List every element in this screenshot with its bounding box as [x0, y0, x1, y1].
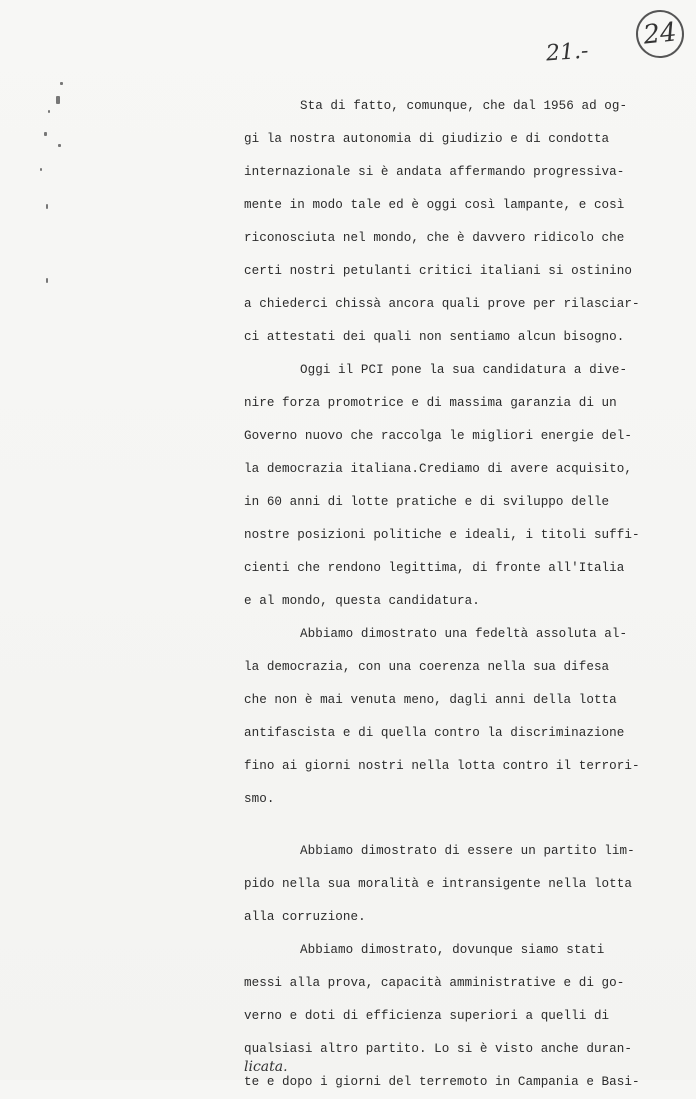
text-line: antifascista e di quella contro la discriminazione	[244, 726, 625, 740]
text-line: qualsiasi altro partito. Lo si è visto anche duran-	[244, 1042, 632, 1056]
text-line: la democrazia, con una coerenza nella sua difesa	[244, 660, 610, 674]
text-line: Abbiamo dimostrato, dovunque siamo stati	[300, 943, 605, 957]
text-line: Sta di fatto, comunque, che dal 1956 ad og-	[300, 99, 628, 113]
text-line: Governo nuovo che raccolga le migliori energie del-	[244, 429, 632, 443]
typewritten-text	[244, 90, 640, 1099]
text-line: riconosciuta nel mondo, che è davvero ridicolo che	[244, 231, 625, 245]
text-line: verno e doti di efficienza superiori a quelli di	[244, 1009, 610, 1023]
margin-speck	[58, 144, 61, 147]
margin-speck	[44, 132, 47, 136]
text-line: internazionale si è andata affermando progressiva-	[244, 165, 625, 179]
text-line: a chiederci chissà ancora quali prove per rilasciar-	[244, 297, 640, 311]
margin-speck	[46, 204, 48, 209]
text-line: Oggi il PCI pone la sua candidatura a dive-	[300, 363, 628, 377]
text-line: nostre posizioni politiche e ideali, i titoli suffi-	[244, 528, 640, 542]
text-line: mente in modo tale ed è oggi così lampante, e così	[244, 198, 625, 212]
page-number-handwritten: 21.-	[545, 38, 590, 67]
text-line: in 60 anni di lotte pratiche e di sviluppo delle	[244, 495, 610, 509]
margin-speck	[56, 96, 60, 104]
text-line: Abbiamo dimostrato di essere un partito lim-	[300, 844, 635, 858]
page-number-circle: 24	[634, 8, 687, 61]
margin-speck	[48, 110, 50, 113]
handwritten-ending: licata.	[244, 1059, 288, 1075]
text-line: che non è mai venuta meno, dagli anni della lotta	[244, 693, 617, 707]
text-line: ci attestati dei quali non sentiamo alcun bisogno.	[244, 330, 625, 344]
text-line: nire forza promotrice e di massima garanzia di un	[244, 396, 617, 410]
text-line: alla corruzione.	[244, 910, 366, 924]
text-line: te e dopo i giorni del terremoto in Campania e Basi-	[244, 1075, 640, 1089]
text-line: Abbiamo dimostrato una fedeltà assoluta al-	[300, 627, 628, 641]
margin-speck	[60, 82, 63, 85]
text-line: messi alla prova, capacità amministrative e di go-	[244, 976, 625, 990]
margin-speck	[40, 168, 42, 171]
margin-speck	[46, 278, 48, 283]
text-line: e al mondo, questa candidatura.	[244, 594, 480, 608]
text-line: certi nostri petulanti critici italiani si ostinino	[244, 264, 632, 278]
text-line: cienti che rendono legittima, di fronte all'Italia	[244, 561, 625, 575]
text-line: pido nella sua moralità e intransigente nella lotta	[244, 877, 632, 891]
text-line: smo.	[244, 792, 275, 806]
text-line: gi la nostra autonomia di giudizio e di condotta	[244, 132, 610, 146]
margin-marks	[38, 70, 78, 310]
text-line: la democrazia italiana.Crediamo di avere acquisito,	[244, 462, 632, 476]
text-line: fino ai giorni nostri nella lotta contro il terrori-	[244, 759, 640, 773]
